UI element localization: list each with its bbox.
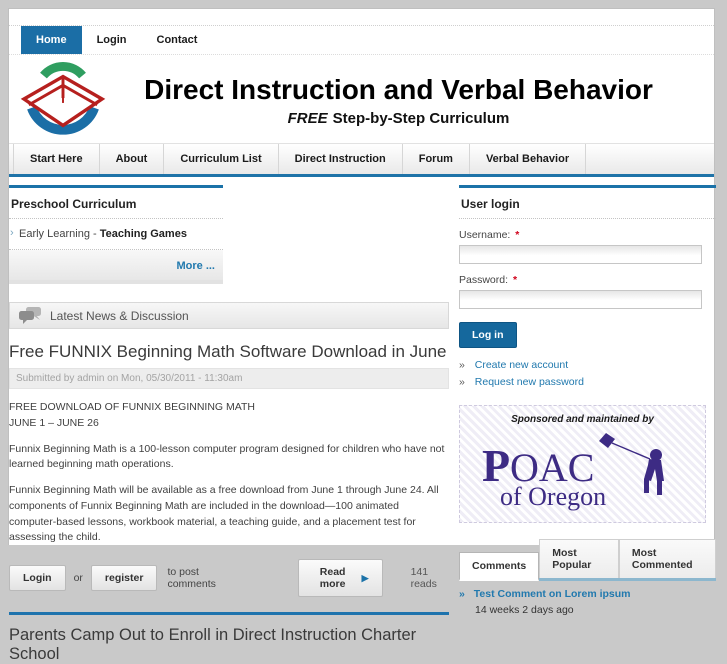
- username-field[interactable]: [459, 245, 702, 264]
- svg-text:of Oregon: of Oregon: [499, 482, 606, 511]
- site-title-wrap: [113, 74, 714, 127]
- utility-nav-home[interactable]: Home: [21, 26, 82, 54]
- user-login-block: [459, 185, 716, 388]
- password-label: [459, 274, 716, 286]
- nav-about[interactable]: About: [100, 144, 165, 174]
- article-title[interactable]: Free FUNNIX Beginning Math Software Download in June: [9, 342, 447, 361]
- nav-start-here[interactable]: Start Here: [13, 144, 100, 174]
- register-button[interactable]: register: [91, 565, 158, 591]
- log-in-button[interactable]: Log in: [459, 322, 517, 348]
- site-header: [9, 55, 714, 143]
- latest-news-header: [9, 302, 449, 329]
- poac-of-oregon-logo: [478, 429, 688, 511]
- comments-tabs: [459, 539, 716, 581]
- utility-nav-login[interactable]: Login: [96, 34, 127, 46]
- reads-count: 141 reads: [410, 566, 437, 590]
- dotted-divider: [459, 218, 716, 219]
- svg-text:P: P: [481, 440, 510, 491]
- comment-link[interactable]: Test Comment on Lorem ipsum: [473, 588, 631, 600]
- more-link[interactable]: More ...: [176, 260, 215, 272]
- password-label-text: Password:: [459, 274, 509, 286]
- article-caps-line2: JUNE 1 – JUNE 26: [9, 416, 99, 429]
- utility-nav: [9, 25, 714, 55]
- required-marker: *: [512, 274, 518, 286]
- sidebar-item-bold: Teaching Games: [99, 228, 187, 240]
- sidebar-item-prefix: Early Learning -: [19, 228, 100, 240]
- main-column: [9, 185, 449, 664]
- comment-timestamp: 14 weeks 2 days ago: [475, 604, 574, 616]
- create-account-link[interactable]: Create new account: [474, 359, 569, 371]
- article-body: [9, 400, 449, 546]
- nav-direct-instruction[interactable]: Direct Instruction: [279, 144, 403, 174]
- article-caps-line1: FREE DOWNLOAD OF FUNNIX BEGINNING MATH: [9, 401, 255, 413]
- read-more-label: Read more: [319, 566, 346, 590]
- login-button[interactable]: Login: [9, 565, 66, 591]
- svg-text:OAC: OAC: [509, 445, 594, 490]
- preschool-block-footer: [9, 250, 223, 284]
- user-login-links: [459, 359, 716, 388]
- preschool-block-title: Preschool Curriculum: [11, 197, 137, 211]
- double-chevron-icon: »: [459, 588, 465, 600]
- page-container: [8, 8, 715, 663]
- nav-curriculum-list[interactable]: Curriculum List: [164, 144, 278, 174]
- site-subtitle: [113, 110, 684, 127]
- chevron-right-icon: ›: [10, 227, 14, 239]
- content-area: [9, 185, 714, 664]
- or-text: or: [73, 572, 83, 584]
- tab-most-popular[interactable]: Most Popular: [539, 539, 619, 578]
- article-divider: [9, 612, 449, 615]
- right-sidebar: [459, 185, 716, 664]
- post-comments-text: to post comments: [167, 566, 216, 590]
- main-nav: [9, 143, 714, 177]
- double-chevron-icon: »: [459, 359, 465, 371]
- comments-block: [459, 539, 716, 616]
- site-title: Direct Instruction and Verbal Behavior: [144, 73, 653, 105]
- speech-bubbles-icon: [18, 307, 42, 325]
- username-label: [459, 229, 716, 241]
- article2-title[interactable]: Parents Camp Out to Enroll in Direct Instruction Charter School: [9, 626, 417, 663]
- latest-news-label: Latest News & Discussion: [50, 308, 189, 323]
- password-field[interactable]: [459, 290, 702, 309]
- open-book-logo-icon: [13, 59, 113, 141]
- tab-comments[interactable]: Comments: [459, 552, 539, 581]
- play-arrow-icon: ▶: [361, 572, 369, 583]
- user-login-title: User login: [461, 197, 520, 211]
- comment-list-item: [459, 588, 716, 600]
- article-paragraph-1: Funnix Beginning Math is a 100-lesson computer program designed for children who have not learned beginning math operations.: [9, 442, 445, 471]
- sidebar-item-early-learning[interactable]: [9, 219, 223, 249]
- preschool-curriculum-block: [9, 185, 223, 284]
- required-marker: *: [515, 229, 520, 241]
- article-submitted-info: Submitted by admin on Mon, 05/30/2011 - 11:30am: [9, 368, 449, 389]
- double-chevron-icon: »: [459, 376, 465, 388]
- nav-verbal-behavior[interactable]: Verbal Behavior: [470, 144, 586, 174]
- utility-nav-contact[interactable]: Contact: [156, 34, 198, 46]
- sponsored-box[interactable]: [459, 405, 706, 523]
- read-more-button[interactable]: [298, 559, 383, 597]
- article-paragraph-2: Funnix Beginning Math will be available as a free download from June 1 through June 24. All components of Funnix Beginning Math are included in the download—100 animated computer-based lessons, workbook material, a teaching guide, and a placement test for assessing the child.: [9, 484, 439, 544]
- nav-forum[interactable]: Forum: [403, 144, 470, 174]
- site-subtitle-rest: Step-by-Step Curriculum: [332, 109, 510, 127]
- article-actions: [9, 559, 449, 597]
- tab-most-commented[interactable]: Most Commented: [619, 539, 716, 578]
- sponsored-caption: Sponsored and maintained by: [511, 414, 654, 425]
- request-password-link[interactable]: Request new password: [474, 376, 584, 388]
- site-subtitle-free: FREE: [287, 109, 328, 127]
- username-label-text: Username:: [459, 229, 511, 241]
